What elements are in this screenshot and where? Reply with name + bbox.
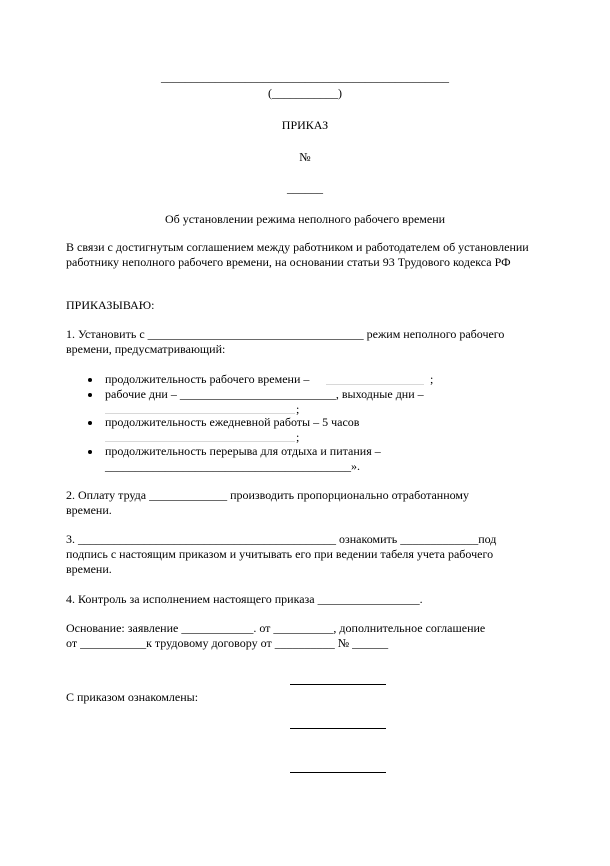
working-hours-blank [326, 384, 424, 385]
bullet-working-hours-end: ; [430, 372, 434, 386]
days-off-blank [105, 413, 295, 414]
date-blank: ______ [287, 181, 323, 195]
item-3-line-3: времени. [66, 562, 112, 576]
city-blank: (___________) [268, 86, 342, 100]
basis-line-2: от ___________к трудовому договору от __________ № ______ [66, 636, 389, 650]
item-1-line-2: времени, предусматривающий: [66, 342, 226, 356]
bullet-break: продолжительность перерыва для отдыха и питания – [105, 444, 381, 458]
bullet-icon [88, 378, 92, 382]
bullet-daily-duration-end: ; [296, 430, 300, 444]
item-3-line-2: подпись с настоящим приказом и учитывать его при ведении табеля учета рабочего [66, 547, 494, 561]
bullet-working-days-end: ; [296, 402, 300, 416]
bullet-working-days: рабочие дни – __________________________, выходные дни – [105, 387, 424, 401]
bullet-break-line-2: _________________________________________». [105, 459, 360, 473]
employee-signature-line [290, 772, 386, 773]
organization-name-blank: ________________________________________________ [161, 70, 449, 84]
daily-duration-blank [105, 441, 295, 442]
order-subject: Об установлении режима неполного рабочего времени [164, 212, 446, 226]
bullet-icon [88, 450, 92, 454]
item-4: 4. Контроль за исполнением настоящего приказа _________________. [66, 592, 423, 606]
basis-line-1: Основание: заявление ____________. от __________, дополнительное соглашение [66, 621, 486, 635]
order-word: ПРИКАЗЫВАЮ: [66, 298, 155, 312]
item-1-line-1: 1. Установить с ____________________________________ режим неполного рабочего [66, 327, 505, 341]
preamble-paragraph: В связи с достигнутым соглашением между работником и работодателем об установлении работнику неполного рабочего времени, на основании статьи 93 Трудового кодекса РФ [66, 240, 529, 269]
item-2-line-2: времени. [66, 503, 112, 517]
item-2-line-1: 2. Оплату труда _____________ производить пропорционально отработанному [66, 488, 470, 502]
bullet-icon [88, 393, 92, 397]
bullet-daily-duration: продолжительность ежедневной работы – 5 часов [105, 415, 360, 429]
item-3-line-1: 3. ___________________________________________ ознакомить _____________под [66, 532, 497, 546]
order-number: № [299, 150, 311, 164]
employee-signature-line [290, 728, 386, 729]
bullet-icon [88, 421, 92, 425]
director-signature-line [290, 684, 386, 685]
document-title: ПРИКАЗ [281, 118, 329, 132]
acquainted-label: С приказом ознакомлены: [66, 690, 199, 704]
bullet-working-hours: продолжительность рабочего времени – [105, 372, 310, 386]
